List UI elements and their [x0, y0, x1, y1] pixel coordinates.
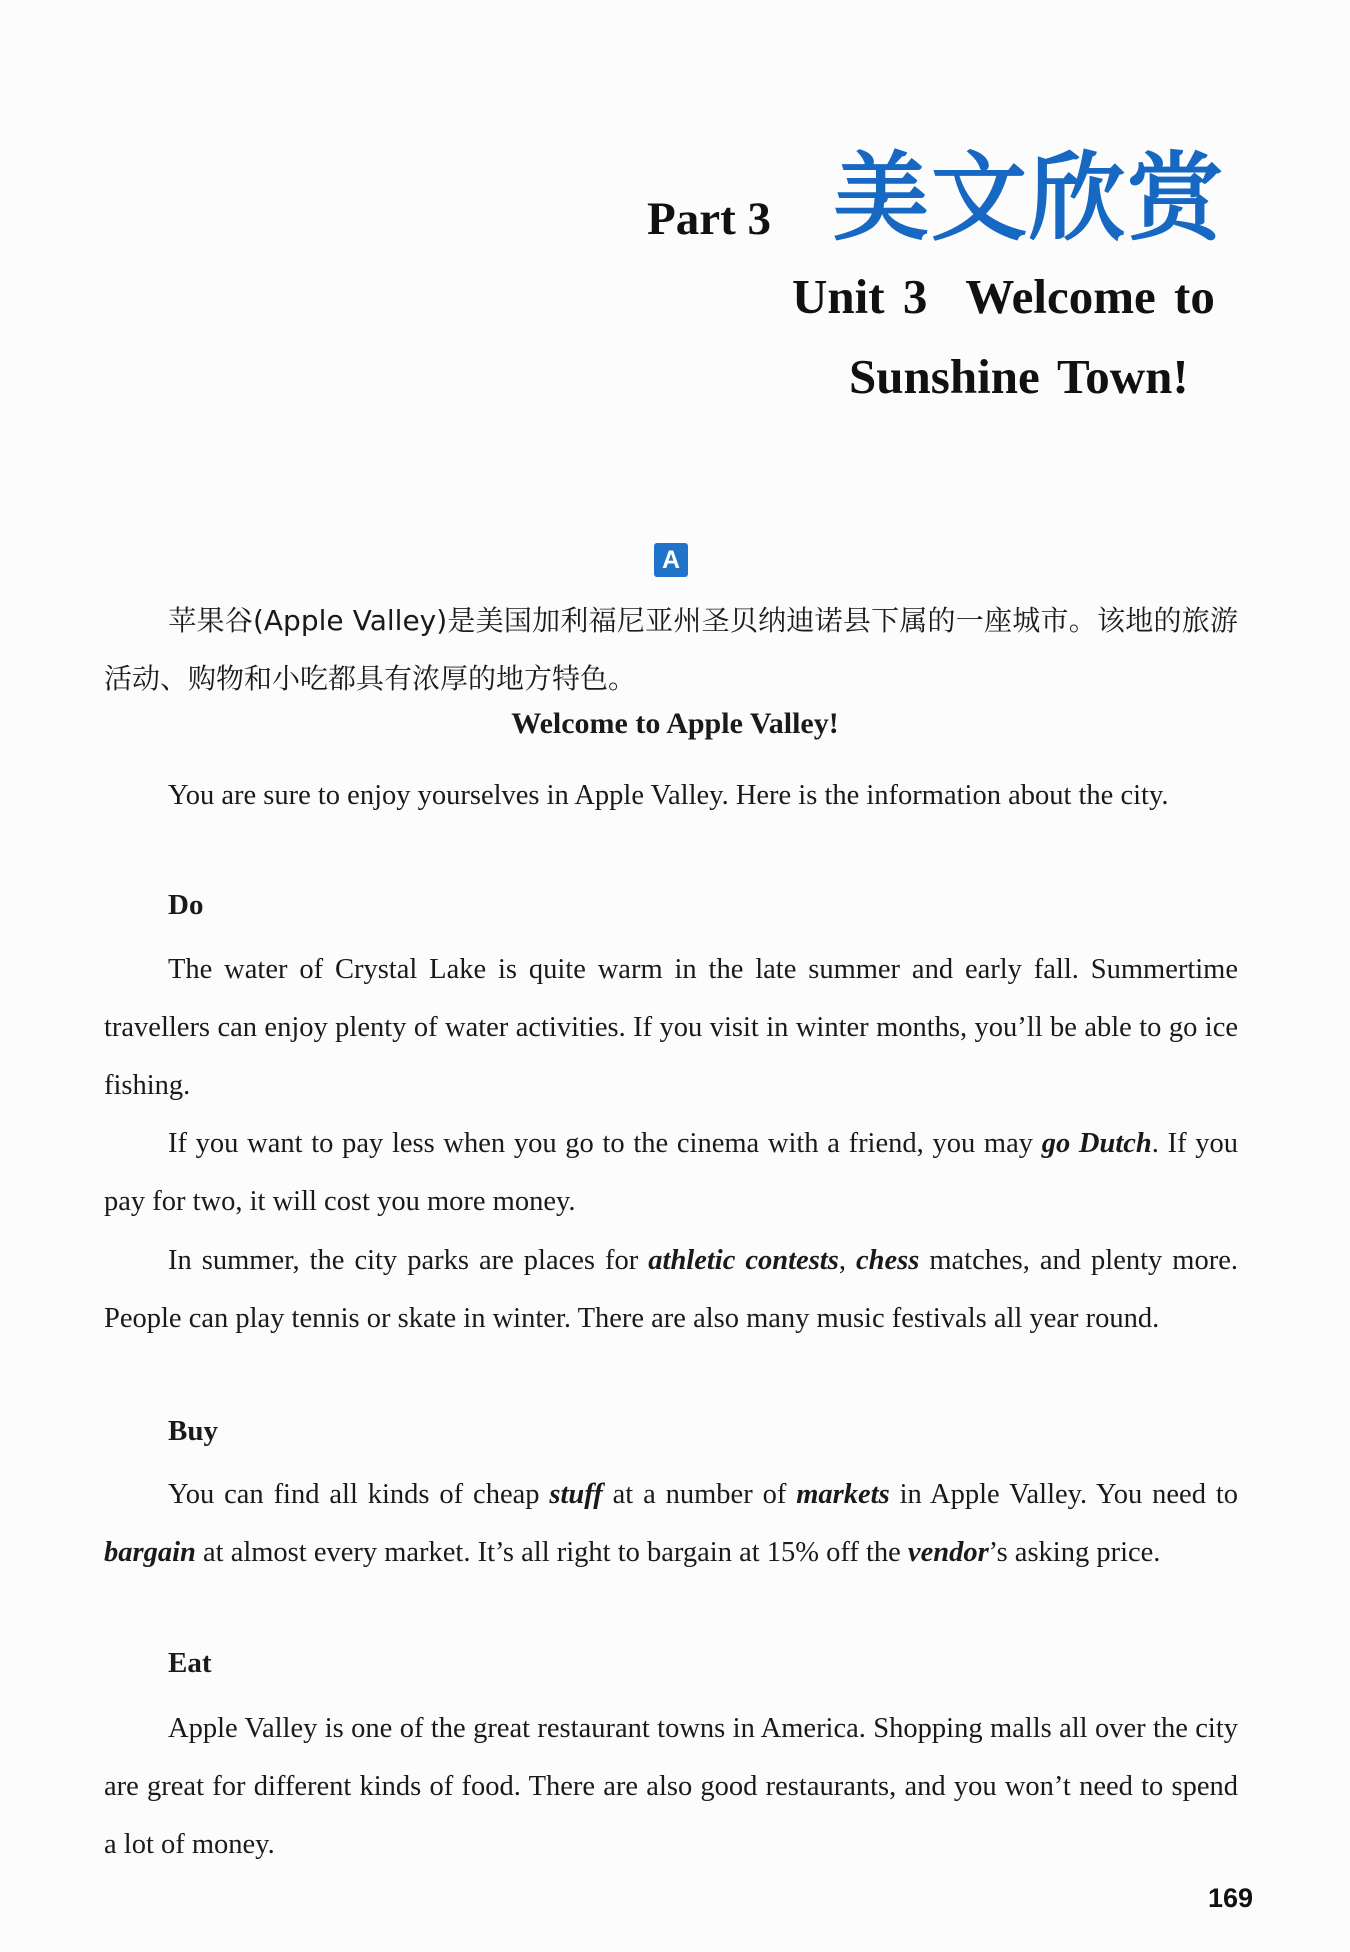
part-label: Part 3	[647, 193, 771, 245]
article-title: Welcome to Apple Valley!	[511, 707, 839, 740]
keyword-vendor: vendor	[907, 1537, 989, 1568]
eat-text: Apple Valley is one of the great restaurant towns in America. Shopping malls all over the city are great for different kinds of food. There are also good restaurants, and you won’t need to spend a lot of money.	[104, 1713, 1238, 1860]
unit-title-line2: Sunshine Town!	[849, 349, 1189, 404]
do-p3-text-a: In summer, the city parks are places for	[168, 1245, 649, 1276]
unit-title-text: Welcome to	[965, 269, 1215, 324]
intro-text: 苹果谷(Apple Valley)是美国加利福尼亚州圣贝纳迪诺县下属的一座城市。该地的旅游活动、购物和小吃都具有浓厚的地方特色。	[104, 604, 1238, 695]
opening-paragraph	[104, 767, 1238, 825]
do-p3-text-b: ,	[838, 1245, 856, 1276]
do-p2-text-b: . If you pay for two, it will cost you more money.	[104, 1128, 1239, 1217]
keyword-chess: chess	[855, 1245, 920, 1276]
section-heading-do: Do	[168, 889, 204, 921]
intro-paragraph	[104, 592, 1238, 708]
buy-text-b: at a number of	[602, 1479, 797, 1510]
keyword-athletic-contests: athletic contests	[648, 1245, 839, 1276]
do-p1-text: The water of Crystal Lake is quite warm in the late summer and early fall. Summertime travellers can enjoy plenty of water activities. If you visit in winter months, you’ll be able to go ice fishing.	[104, 954, 1238, 1101]
do-paragraph-3	[104, 1232, 1238, 1348]
eat-paragraph	[104, 1700, 1238, 1874]
do-p2-text-a: If you want to pay less when you go to the cinema with a friend, you may	[168, 1128, 1042, 1159]
buy-text-e: ’s asking price.	[988, 1537, 1161, 1568]
keyword-stuff: stuff	[549, 1479, 603, 1510]
buy-text-a: You can find all kinds of cheap	[168, 1479, 550, 1510]
opening-text: You are sure to enjoy yourselves in Apple Valley. Here is the information about the city.	[168, 780, 1169, 811]
section-title-cn: 美文欣赏	[833, 142, 1225, 254]
unit-label: Unit 3	[792, 269, 928, 324]
unit-title-line1	[792, 268, 1215, 325]
section-badge: A	[654, 543, 688, 577]
do-paragraph-1	[104, 941, 1238, 1115]
section-heading-eat: Eat	[168, 1647, 212, 1679]
keyword-markets: markets	[796, 1479, 890, 1510]
do-paragraph-2	[104, 1115, 1238, 1231]
do-p3-text-c: matches, and plenty more. People can play tennis or skate in winter. There are also many music festivals all year round.	[104, 1245, 1238, 1334]
page-number: 169	[1207, 1883, 1253, 1913]
buy-text-c: in Apple Valley. You need to	[889, 1479, 1239, 1510]
section-heading-buy: Buy	[168, 1415, 218, 1447]
keyword-go-dutch: go Dutch	[1041, 1128, 1152, 1159]
keyword-bargain: bargain	[104, 1537, 196, 1568]
buy-text-d: at almost every market. It’s all right to bargain at 15% off the	[195, 1537, 908, 1568]
buy-paragraph	[104, 1466, 1238, 1582]
